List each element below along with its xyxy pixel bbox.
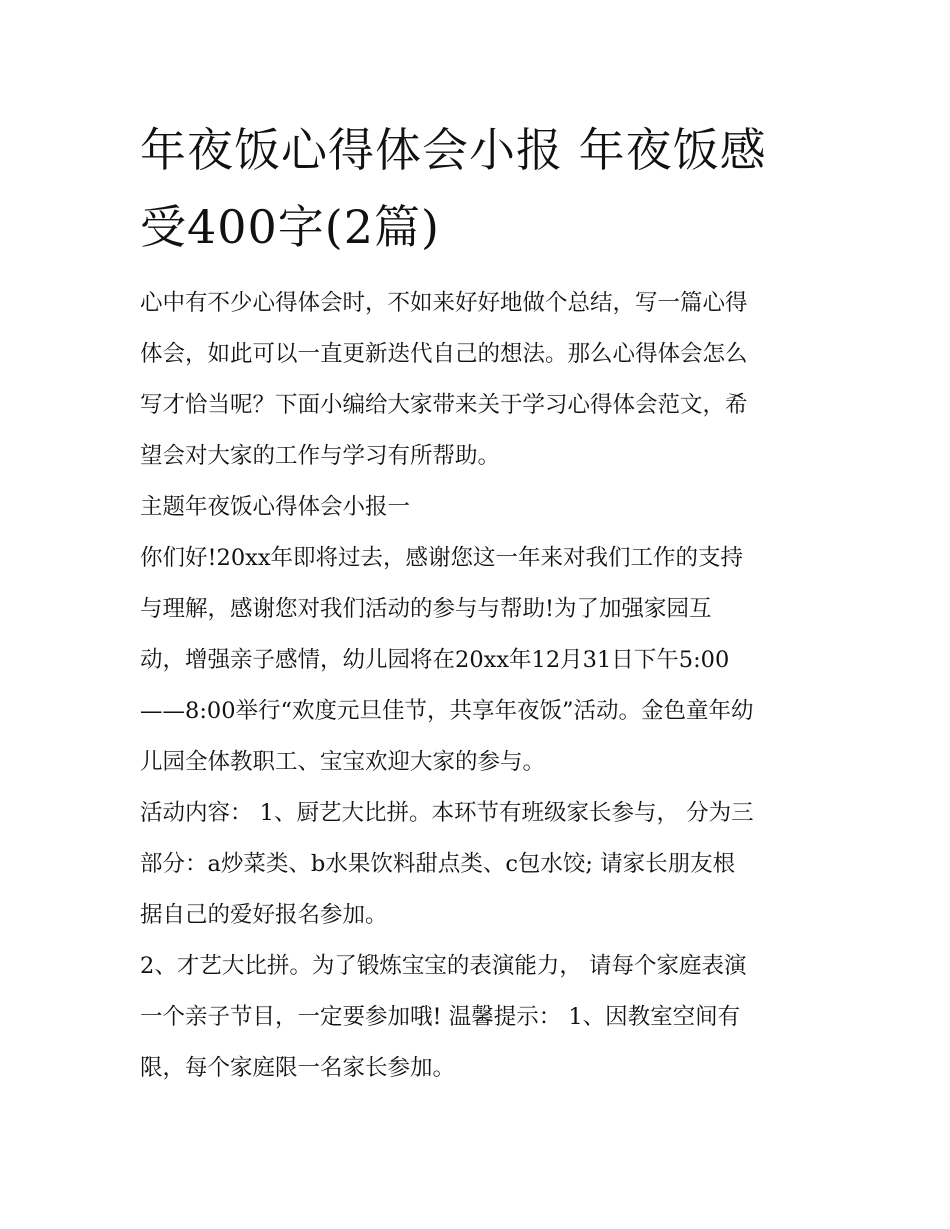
intro-line: 心中有不少心得体会时，不如来好好地做个总结，写一篇心得 [140,290,748,316]
activity-2-line: 2、才艺大比拼。为了锻炼宝宝的表演能力， 请每个家庭表演 [140,953,747,979]
intro-paragraph [140,278,815,482]
activity-1-paragraph [140,788,815,941]
activity-1-line: 部分：a炒菜类、b水果饮料甜点类、c包水饺; 请家长朋友根 [140,851,736,877]
letter-line: 动，增强亲子感情，幼儿园将在20xx年12月31日下午5:00 [140,647,730,673]
intro-line: 写才恰当呢？下面小编给大家带来关于学习心得体会范文，希 [140,392,748,418]
activity-2-line: 限，每个家庭限一名家长参加。 [140,1055,456,1081]
activity-2-line: 一个亲子节目，一定要参加哦! 温馨提示： 1、因教室空间有 [140,1004,741,1030]
letter-line: 你们好!20xx年即将过去，感谢您这一年来对我们工作的支持 [140,545,744,571]
section-heading: 主题年夜饭心得体会小报一 [140,494,411,520]
activity-1-line: 活动内容： 1、厨艺大比拼。本环节有班级家长参与， 分为三 [140,800,754,826]
document-page [140,112,815,1094]
title-line-1: 年夜饭心得体会小报 年夜饭感 [140,123,767,177]
document-title [140,112,815,266]
activity-1-line: 据自己的爱好报名参加。 [140,902,388,928]
letter-line: ——8:00举行“欢度元旦佳节，共享年夜饭”活动。金色童年幼 [140,698,754,724]
letter-line: 与理解，感谢您对我们活动的参与与帮助!为了加强家园互 [140,596,712,622]
intro-line: 体会，如此可以一直更新迭代自己的想法。那么心得体会怎么 [140,341,748,367]
title-line-2: 受400字(2篇) [140,200,440,254]
activity-2-paragraph [140,941,815,1094]
letter-paragraph [140,533,815,788]
intro-line: 望会对大家的工作与学习有所帮助。 [140,443,501,469]
letter-line: 儿园全体教职工、宝宝欢迎大家的参与。 [140,749,546,775]
